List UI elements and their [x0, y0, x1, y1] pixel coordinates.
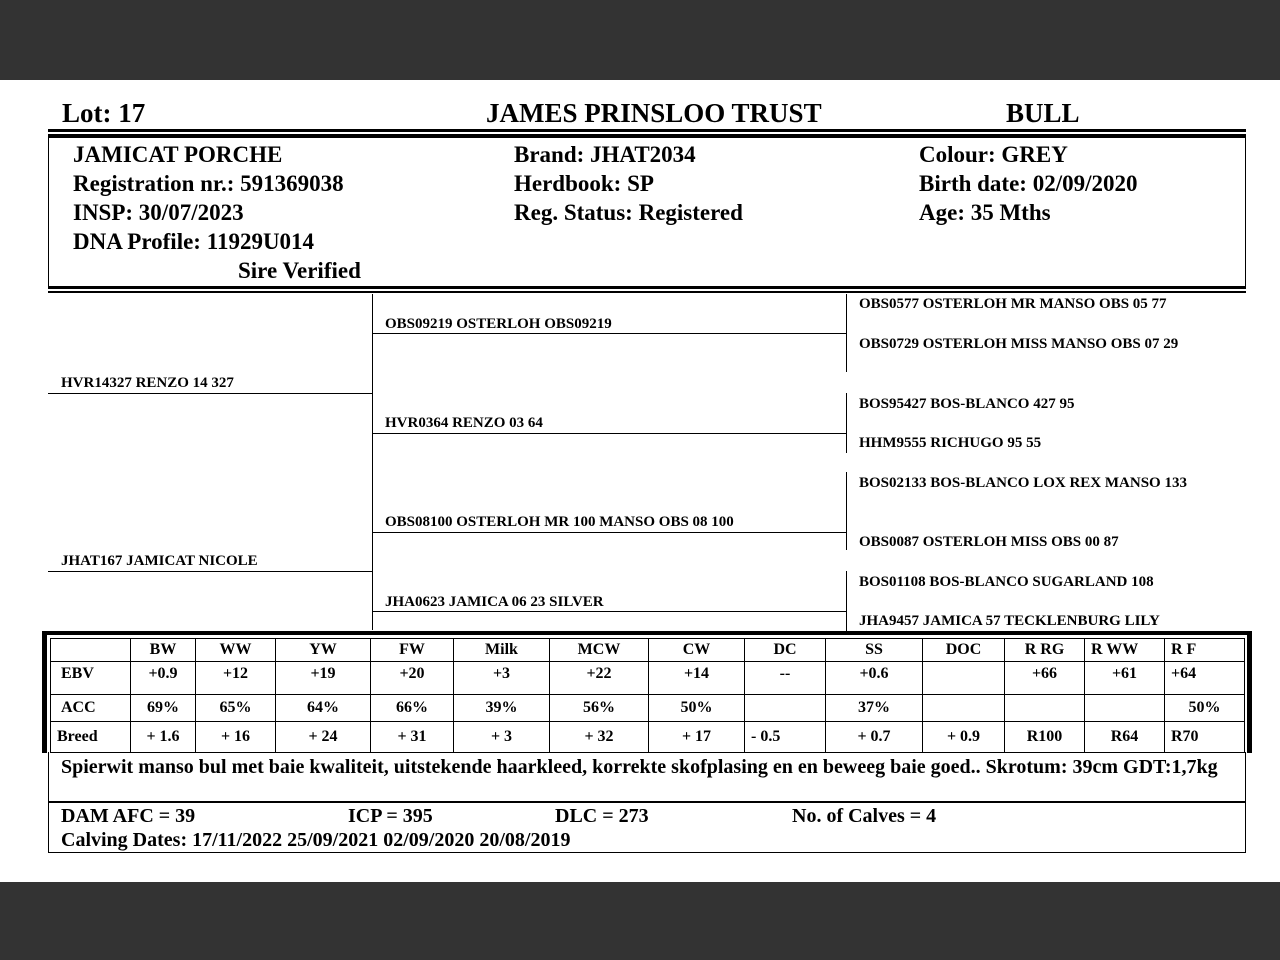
ebv-header-row [51, 639, 1245, 662]
brand: Brand: JHAT2034 [514, 142, 696, 167]
pedigree-line [372, 294, 373, 630]
header-cell [51, 639, 131, 662]
pedigree-ggp-6: OBS0087 OSTERLOH MISS OBS 00 87 [859, 534, 1119, 550]
lot-label: Lot: 17 [62, 98, 146, 128]
table-cell: +22 [550, 662, 649, 695]
table-cell: + 1.6 [131, 722, 196, 753]
dam-calves: No. of Calves = 4 [792, 805, 937, 827]
table-cell: +19 [276, 662, 371, 695]
animal-info-col3 [919, 140, 1138, 227]
table-cell: +20 [371, 662, 454, 695]
pedigree-ggp-3: BOS95427 BOS-BLANCO 427 95 [859, 396, 1075, 412]
table-cell: + 16 [196, 722, 276, 753]
sire-verified: Sire Verified [238, 258, 361, 283]
table-cell: +0.6 [826, 662, 923, 695]
table-cell: R70 [1165, 722, 1245, 753]
table-cell: 65% [196, 695, 276, 722]
table-cell: +61 [1085, 662, 1165, 695]
ebv-table [50, 638, 1245, 753]
dna-profile: DNA Profile: 11929U014 [73, 229, 315, 254]
pedigree-ggp-7: BOS01108 BOS-BLANCO SUGARLAND 108 [859, 574, 1154, 590]
table-cell: 50% [649, 695, 745, 722]
header-cell: SS [826, 639, 923, 662]
table-cell: + 17 [649, 722, 745, 753]
info-box-left-border [48, 138, 49, 288]
birth-date: Birth date: 02/09/2020 [919, 171, 1138, 196]
animal-info-col2 [514, 140, 743, 227]
table-cell: + 32 [550, 722, 649, 753]
animal-info-col1 [73, 140, 361, 285]
header-cell: YW [276, 639, 371, 662]
pedigree-sire-sire: OBS09219 OSTERLOH OBS09219 [385, 316, 612, 332]
table-cell: 37% [826, 695, 923, 722]
header-rule-thick [48, 134, 1246, 138]
reg-status: Reg. Status: Registered [514, 200, 743, 225]
row-label: ACC [51, 695, 131, 722]
pedigree-dam-dam: JHA0623 JAMICA 06 23 SILVER [385, 594, 604, 610]
header-cell: MCW [550, 639, 649, 662]
header-cell: DC [745, 639, 826, 662]
pedigree-dam-sire: OBS08100 OSTERLOH MR 100 MANSO OBS 08 100 [385, 514, 734, 530]
calving-dates: Calving Dates: 17/11/2022 25/09/2021 02/09/2020 20/08/2019 [61, 829, 571, 851]
table-cell: + 24 [276, 722, 371, 753]
table-cell [923, 662, 1005, 695]
comment-box: Spierwit manso bul met baie kwaliteit, uitstekende haarkleed, korrekte skofplasing en en beweeg baie goed.. Skrotum: 39cm GDT:1,7kg [48, 752, 1246, 802]
table-cell [1085, 695, 1165, 722]
dam-dlc: DLC = 273 [555, 805, 649, 827]
table-cell: 64% [276, 695, 371, 722]
table-cell [745, 695, 826, 722]
animal-name: JAMICAT PORCHE [73, 142, 283, 167]
table-cell: -- [745, 662, 826, 695]
herdbook: Herdbook: SP [514, 171, 654, 196]
header-cell: WW [196, 639, 276, 662]
table-cell: +12 [196, 662, 276, 695]
header-rule [48, 129, 1246, 132]
table-cell: +0.9 [131, 662, 196, 695]
dam-afc: DAM AFC = 39 [61, 805, 196, 827]
header-cell: DOC [923, 639, 1005, 662]
header-cell: FW [371, 639, 454, 662]
table-cell: + 31 [371, 722, 454, 753]
pedigree-ggp-2: OBS0729 OSTERLOH MISS MANSO OBS 07 29 [859, 336, 1179, 352]
table-cell: + 3 [454, 722, 550, 753]
pedigree-line [48, 393, 372, 394]
table-cell: 66% [371, 695, 454, 722]
pedigree-ggp-8: JHA9457 JAMICA 57 TECKLENBURG LILY [859, 613, 1160, 629]
table-cell: 39% [454, 695, 550, 722]
pedigree-line [846, 472, 847, 550]
pedigree-ggp-1: OBS0577 OSTERLOH MR MANSO OBS 05 77 [859, 296, 1167, 312]
table-cell: 56% [550, 695, 649, 722]
dam-icp: ICP = 395 [348, 805, 433, 827]
row-label: EBV [51, 662, 131, 695]
header-cell: Milk [454, 639, 550, 662]
pedigree-line [846, 393, 847, 453]
table-cell: 50% [1165, 695, 1245, 722]
pedigree-line [846, 571, 847, 631]
registration-number: Registration nr.: 591369038 [73, 171, 344, 196]
table-cell: - 0.5 [745, 722, 826, 753]
pedigree-ggp-5: BOS02133 BOS-BLANCO LOX REX MANSO 133 [859, 475, 1187, 491]
pedigree-sire-dam: HVR0364 RENZO 03 64 [385, 415, 543, 431]
pedigree-dam: JHAT167 JAMICAT NICOLE [61, 553, 258, 569]
sex-label: BULL [1006, 98, 1080, 128]
table-cell: + 0.9 [923, 722, 1005, 753]
table-cell: +64 [1165, 662, 1245, 695]
table-cell: +14 [649, 662, 745, 695]
header-cell: R F [1165, 639, 1245, 662]
header-cell: CW [649, 639, 745, 662]
dam-stats-row [61, 804, 1233, 828]
insp-date: INSP: 30/07/2023 [73, 200, 244, 225]
breed-row [51, 722, 1245, 753]
pedigree-line [48, 571, 372, 572]
acc-row [51, 695, 1245, 722]
pedigree-line [846, 294, 847, 372]
table-cell: R64 [1085, 722, 1165, 753]
ebv-row [51, 662, 1245, 695]
table-cell: + 0.7 [826, 722, 923, 753]
table-cell: +66 [1005, 662, 1085, 695]
age: Age: 35 Mths [919, 200, 1051, 225]
table-cell [1005, 695, 1085, 722]
pedigree-ggp-4: HHM9555 RICHUGO 95 55 [859, 435, 1042, 451]
pedigree-line [372, 433, 846, 434]
header-cell: R RG [1005, 639, 1085, 662]
table-cell [923, 695, 1005, 722]
info-rule-thin [48, 291, 1246, 293]
header-cell: BW [131, 639, 196, 662]
table-cell: 69% [131, 695, 196, 722]
colour: Colour: GREY [919, 142, 1068, 167]
table-cell: +3 [454, 662, 550, 695]
pedigree-sire: HVR14327 RENZO 14 327 [61, 375, 234, 391]
info-box-right-border [1245, 138, 1246, 288]
pedigree-line [372, 532, 846, 533]
seller-name: JAMES PRINSLOO TRUST [486, 98, 822, 128]
info-rule [48, 286, 1246, 289]
pedigree-line [372, 333, 846, 334]
row-label: Breed [51, 722, 131, 753]
table-cell: R100 [1005, 722, 1085, 753]
pedigree-line [372, 611, 846, 612]
dam-info-box [48, 802, 1246, 853]
header-cell: R WW [1085, 639, 1165, 662]
